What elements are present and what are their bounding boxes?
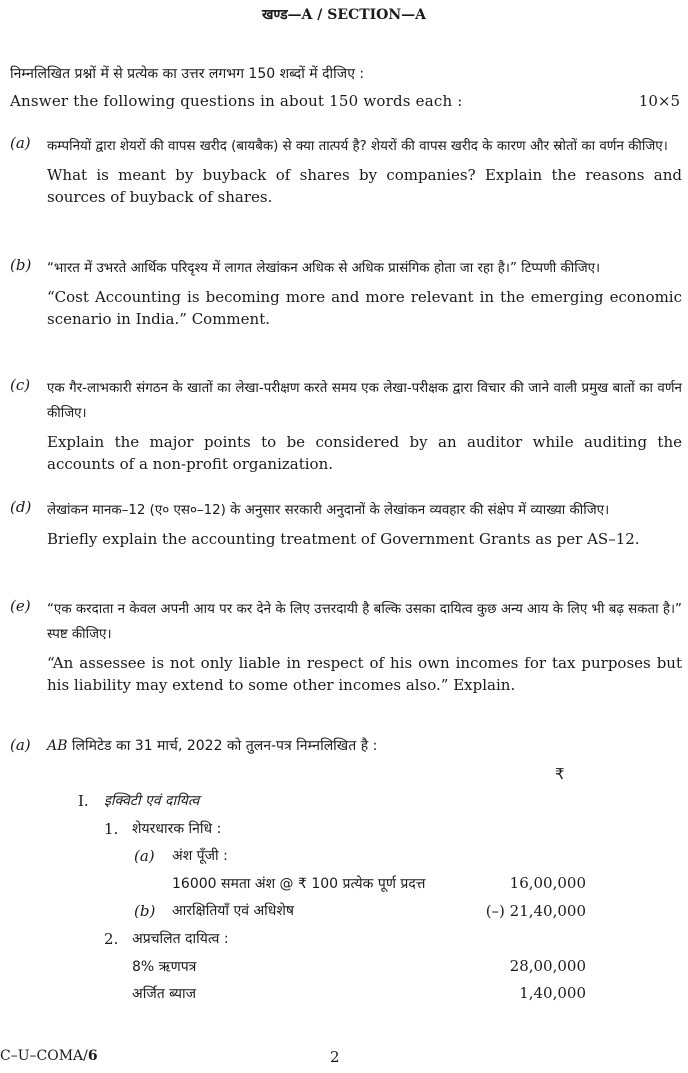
question-label: (a) xyxy=(10,134,31,152)
company-name: AB xyxy=(47,738,68,754)
paper-code-prefix: C–U–COMA/ xyxy=(0,1048,88,1064)
question-label: (b) xyxy=(10,256,32,274)
question-b xyxy=(10,256,682,330)
bs-reserves-surplus-amount: (–) 21,40,000 xyxy=(485,902,586,920)
question-d xyxy=(10,498,682,550)
bs-subitem-label: (a) xyxy=(134,847,155,865)
currency-header: ₹ xyxy=(555,765,565,783)
paper-code xyxy=(0,1048,98,1064)
bs-debentures-amount: 28,00,000 xyxy=(509,957,586,975)
bs-share-capital: अंश पूँजी : xyxy=(172,848,228,864)
bs-equity-shares-desc: 16000 समता अंश @ ₹ 100 प्रत्येक पूर्ण प्रदत्त xyxy=(172,876,426,892)
bs-accrued-interest: अर्जित ब्याज xyxy=(132,986,196,1002)
instructions-english: Answer the following questions in about 150 words each : xyxy=(10,92,463,110)
marks-allocation: 10×5 xyxy=(638,92,680,110)
question-a xyxy=(10,134,682,208)
bs-debentures: 8% ऋणपत्र xyxy=(132,959,197,975)
question-2a-body: लिमिटेड का 31 मार्च, 2022 को तुलन-पत्र निम्नलिखित है : xyxy=(67,738,378,754)
bs-equity-shares-amount: 16,00,000 xyxy=(509,874,586,892)
question-label: (c) xyxy=(10,376,31,394)
bs-roman-numeral: I. xyxy=(78,792,89,810)
question-label: (d) xyxy=(10,498,32,516)
question-text-hindi: “भारत में उभरते आर्थिक परिदृश्य में लागत लेखांकन अधिक से अधिक प्रासंगिक होता जा रहा है।” टिप्पणी कीजिए। xyxy=(47,261,601,276)
question-label: (a) xyxy=(10,736,31,754)
question-c xyxy=(10,376,682,475)
instructions-hindi: निम्नलिखित प्रश्नों में से प्रत्येक का उत्तर लगभग 150 शब्दों में दीजिए : xyxy=(10,66,365,82)
question-e xyxy=(10,597,682,696)
bs-subitem-label: (b) xyxy=(134,902,156,920)
question-label: (e) xyxy=(10,597,31,615)
question-2a-text xyxy=(47,736,682,755)
question-text-english: “An assessee is not only liable in respect of his own incomes for tax purposes but his liability may extend to some other incomes also.” Explain. xyxy=(47,654,682,694)
bs-shareholders-funds: शेयरधारक निधि : xyxy=(132,821,222,837)
bs-heading-equity-liabilities: इक्विटी एवं दायित्व xyxy=(104,793,200,809)
section-title: खण्ड—A / SECTION—A xyxy=(261,7,427,23)
bs-reserves-surplus: आरक्षितियाँ एवं अधिशेष xyxy=(172,903,295,919)
question-text-english: Explain the major points to be considered by an auditor while auditing the accounts of a non-profit organization. xyxy=(47,433,682,473)
question-2a xyxy=(10,736,682,755)
question-text-english: What is meant by buyback of shares by companies? Explain the reasons and sources of buyback of shares. xyxy=(47,166,682,206)
question-text-hindi: कम्पनियों द्वारा शेयरों की वापस खरीद (बायबैक) से क्या तात्पर्य है? शेयरों की वापस खरीद के कारण और स्रोतों का वर्णन कीजिए। xyxy=(47,139,668,154)
question-text-hindi: “एक करदाता न केवल अपनी आय पर कर देने के लिए उत्तरदायी है बल्कि उसका दायित्व कुछ अन्य आय के लिए भी बढ़ सकता है।” स्पष्ट कीजिए। xyxy=(47,602,682,642)
question-text-english: Briefly explain the accounting treatment of Government Grants as per AS–12. xyxy=(47,530,640,548)
question-text-hindi: एक गैर-लाभकारी संगठन के खातों का लेखा-परीक्षण करते समय एक लेखा-परीक्षक द्वारा विचार की जाने वाली प्रमुख बातों का वर्णन कीजिए। xyxy=(47,381,682,421)
paper-code-number: 6 xyxy=(87,1048,98,1064)
bs-non-current-liabilities: अप्रचलित दायित्व : xyxy=(132,931,229,947)
bs-accrued-interest-amount: 1,40,000 xyxy=(519,984,586,1002)
bs-item-number: 1. xyxy=(104,820,119,838)
page-number: 2 xyxy=(330,1048,340,1066)
question-text-hindi: लेखांकन मानक–12 (ए० एस०–12) के अनुसार सरकारी अनुदानों के लेखांकन व्यवहार की संक्षेप में व्याख्या कीजिए। xyxy=(47,503,610,518)
bs-item-number: 2. xyxy=(104,930,119,948)
question-text-english: “Cost Accounting is becoming more and more relevant in the emerging economic scenario in India.” Comment. xyxy=(47,288,682,328)
